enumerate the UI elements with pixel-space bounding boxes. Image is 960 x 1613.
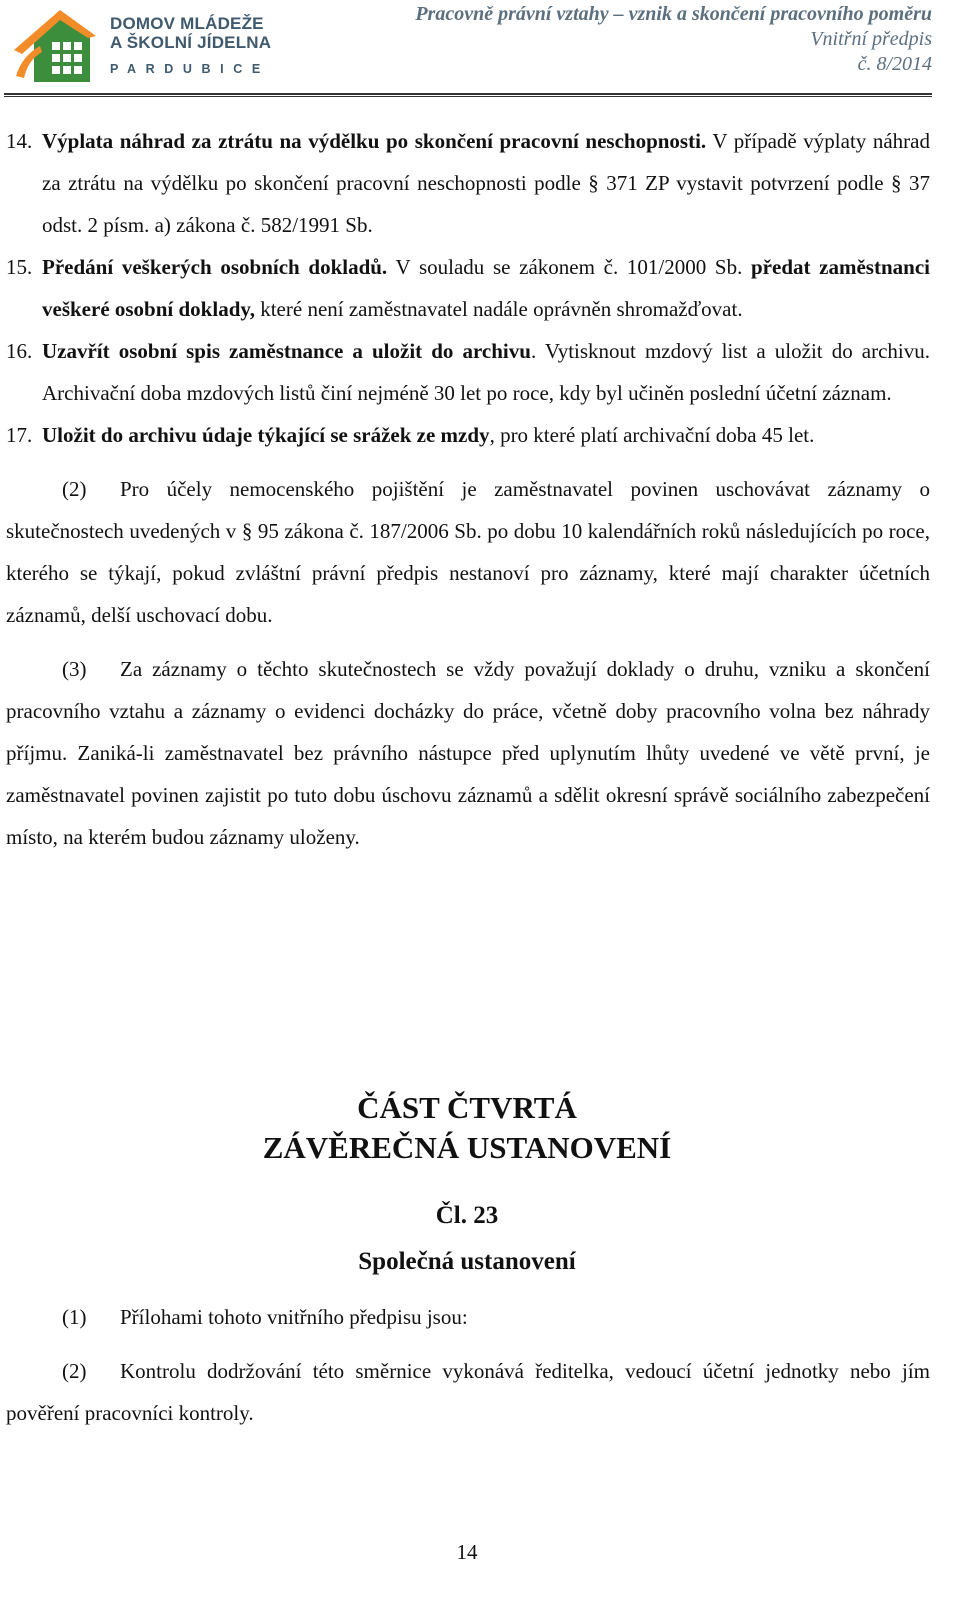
article-number: Čl. 23 — [435, 1202, 499, 1229]
item-number: 14. — [6, 129, 33, 153]
list-item-16 — [6, 330, 930, 414]
paragraph-text: Přílohami tohoto vnitřního předpisu jsou: — [120, 1305, 468, 1329]
document-number: č. 8/2014 — [857, 53, 932, 75]
item-text — [42, 120, 930, 246]
final-paragraph-2 — [6, 1350, 930, 1434]
item-body: V souladu se zákonem č. 101/2000 Sb. — [387, 255, 751, 279]
document-title: Pracovně právní vztahy – vznik a skončení pracovního poměru — [415, 3, 932, 25]
final-paragraph-1 — [6, 1296, 930, 1338]
part-subtitle: ZÁVĚREČNÁ USTANOVENÍ — [262, 1130, 672, 1165]
paragraph-mark: (2) — [62, 477, 87, 501]
header-info — [415, 2, 932, 77]
logo-text — [110, 14, 271, 76]
item-text — [42, 330, 930, 414]
header-divider — [4, 93, 932, 97]
list-item-14 — [6, 120, 930, 246]
logo-line-1: DOMOV MLÁDEŽE — [110, 14, 264, 33]
item-heading: Předání veškerých osobních dokladů. — [42, 255, 388, 279]
logo-line-3: PARDUBICE — [110, 62, 270, 76]
paragraph-mark: (1) — [62, 1305, 87, 1329]
item-number: 15. — [6, 255, 33, 279]
part-title: ČÁST ČTVRTÁ — [357, 1090, 577, 1125]
document-body — [6, 120, 930, 858]
list-item-17 — [6, 414, 930, 456]
page-number: 14 — [456, 1540, 478, 1564]
item-body: . Vytisknout mzdový list a uložit do archivu. Archivační doba mzdových listů činí nejméně 30 let po roce, kdy byl učiněn poslední účetní záznam. — [42, 339, 930, 405]
item-text — [42, 246, 930, 330]
paragraph-2 — [6, 468, 930, 636]
paragraph-mark: (2) — [62, 1359, 87, 1383]
item-emphasis: předat zaměstnanci veškeré osobní doklady, — [42, 255, 930, 321]
item-body: V případě výplaty náhrad za ztrátu na výdělku po skončení pracovní neschopnosti podle § 371 ZP vystavit potvrzení podle § 37 odst. 2 písm. a) zákona č. 582/1991 Sb. — [42, 129, 930, 237]
item-text — [42, 414, 930, 456]
paragraph-mark: (3) — [62, 657, 87, 681]
school-logo-icon — [12, 6, 96, 86]
item-heading: Uzavřít osobní spis zaměstnance a uložit do archivu — [42, 339, 531, 363]
item-body: které není zaměstnavatel nadále oprávněn shromažďovat. — [254, 297, 743, 321]
document-type: Vnitřní předpis — [810, 28, 932, 50]
paragraph-text: Kontrolu dodržování této směrnice vykonává ředitelka, vedoucí účetní jednotky nebo jím pověření pracovníci kontroly. — [6, 1359, 930, 1425]
page-header — [0, 0, 960, 100]
paragraph-3 — [6, 648, 930, 858]
item-body: , pro které platí archivační doba 45 let. — [489, 423, 815, 447]
article-title: Společná ustanovení — [358, 1248, 576, 1275]
paragraph-text: Za záznamy o těchto skutečnostech se vždy považují doklady o druhu, vzniku a skončení pracovního vztahu a záznamy o evidenci docházky do práce, včetně doby pracovního volna bez náhrady příjmu. Zaniká-li zaměstnavatel bez právního nástupce před uplynutím lhůty uvedené ve větě první, je zaměstnavatel povinen zajistit po tuto dobu úschovu záznamů a sdělit okresní správě sociálního zabezpečení místo, na kterém budou záznamy uloženy. — [6, 657, 930, 849]
item-heading: Uložit do archivu údaje týkající se srážek ze mzdy — [42, 423, 490, 447]
logo-line-2: A ŠKOLNÍ JÍDELNA — [110, 33, 272, 52]
item-number: 16. — [6, 339, 33, 363]
list-item-15 — [6, 246, 930, 330]
item-number: 17. — [6, 423, 33, 447]
paragraph-text: Pro účely nemocenského pojištění je zaměstnavatel povinen uschovávat záznamy o skutečnostech uvedených v § 95 zákona č. 187/2006 Sb. po dobu 10 kalendářních roků následujících po roce, kterého se týkají, pokud zvláštní právní předpis nestanoví pro záznamy, které mají charakter účetních záznamů, delší uschovací dobu. — [6, 477, 930, 627]
item-heading: Výplata náhrad za ztrátu na výdělku po skončení pracovní neschopnosti. — [42, 129, 707, 153]
